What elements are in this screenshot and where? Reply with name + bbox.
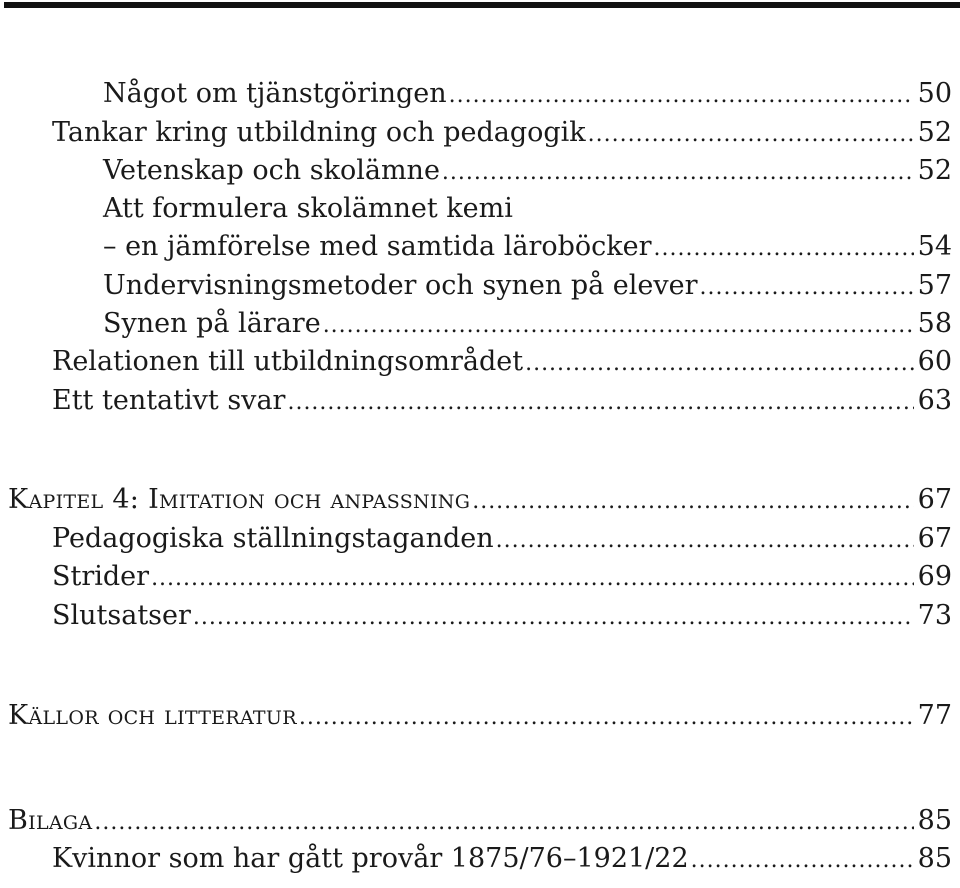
toc-entry[interactable] [103, 78, 952, 116]
toc-entry-page: 60 [917, 346, 952, 377]
dot-leader [525, 351, 914, 376]
toc-entry-page: 67 [917, 523, 952, 554]
toc-entry-title: Något om tjänstgöringen [103, 78, 447, 109]
toc-entry-title: Kapitel 4: Imitation och anpassning [8, 484, 471, 515]
toc-entry-title: Kvinnor som har gått provår 1875/76–1921/22 [52, 843, 689, 874]
toc-entry-page: 69 [917, 561, 952, 592]
toc-chapter-heading[interactable] [8, 805, 952, 843]
toc-entry-page: 63 [917, 385, 952, 416]
dot-leader [193, 605, 914, 630]
toc-entry-page: 85 [917, 805, 952, 836]
toc-entry-title: Tankar kring utbildning och pedagogik [52, 117, 586, 148]
toc-chapter-heading[interactable] [8, 484, 952, 522]
toc-entry-title: Att formulera skolämnet kemi [103, 193, 513, 224]
toc-entry-title: Ett tentativt svar [52, 385, 286, 416]
toc-entry[interactable] [52, 346, 952, 384]
dot-leader [654, 236, 914, 261]
toc-entry-page: 67 [917, 484, 952, 515]
dot-leader [449, 83, 914, 108]
dot-leader [287, 390, 913, 415]
toc-entry-page: 52 [917, 155, 952, 186]
toc-entry[interactable] [103, 193, 952, 231]
toc-entry[interactable] [52, 117, 952, 155]
toc-entry[interactable] [103, 155, 952, 193]
dot-leader [588, 122, 914, 147]
dot-leader [323, 313, 914, 338]
toc-entry-page: 85 [917, 843, 952, 874]
toc-entry-title: Pedagogiska ställningstaganden [52, 523, 494, 554]
toc-entry-title: Synen på lärare [103, 308, 321, 339]
dot-leader [700, 275, 914, 300]
toc-entry[interactable] [103, 270, 952, 308]
toc-chapter-heading[interactable] [8, 700, 952, 738]
toc-entry-page: 77 [917, 700, 952, 731]
dot-leader [472, 489, 913, 514]
toc-entry-title: Undervisningsmetoder och synen på elever [103, 270, 698, 301]
toc-entry-page: 73 [917, 600, 952, 631]
toc-entry[interactable] [103, 308, 952, 346]
toc-entry[interactable] [52, 523, 952, 561]
toc-entry-title: – en jämförelse med samtida läroböcker [103, 231, 652, 262]
toc-entry-title: Strider [52, 561, 150, 592]
toc-entry-title: Slutsatser [52, 600, 191, 631]
toc-entry-page: 54 [917, 231, 952, 262]
toc-entry[interactable] [52, 843, 952, 881]
toc-entry-page: 50 [917, 78, 952, 109]
toc-entry[interactable] [52, 600, 952, 638]
toc-entry[interactable] [103, 231, 952, 269]
toc-entry-page: 57 [917, 270, 952, 301]
toc-entry[interactable] [52, 385, 952, 423]
dot-leader [151, 566, 914, 591]
toc-entry-title: Källor och litteratur [8, 700, 297, 731]
dot-leader [442, 160, 914, 185]
top-rule [4, 2, 960, 8]
toc-entry[interactable] [52, 561, 952, 599]
dot-leader [496, 528, 914, 553]
dot-leader [299, 705, 914, 730]
toc-entry-title: Relationen till utbildningsområdet [52, 346, 524, 377]
toc-entry-title: Bilaga [8, 805, 93, 836]
toc-entry-title: Vetenskap och skolämne [103, 155, 440, 186]
toc-entry-page: 58 [917, 308, 952, 339]
dot-leader [691, 848, 914, 873]
dot-leader [94, 810, 913, 835]
toc-entry-page: 52 [917, 117, 952, 148]
